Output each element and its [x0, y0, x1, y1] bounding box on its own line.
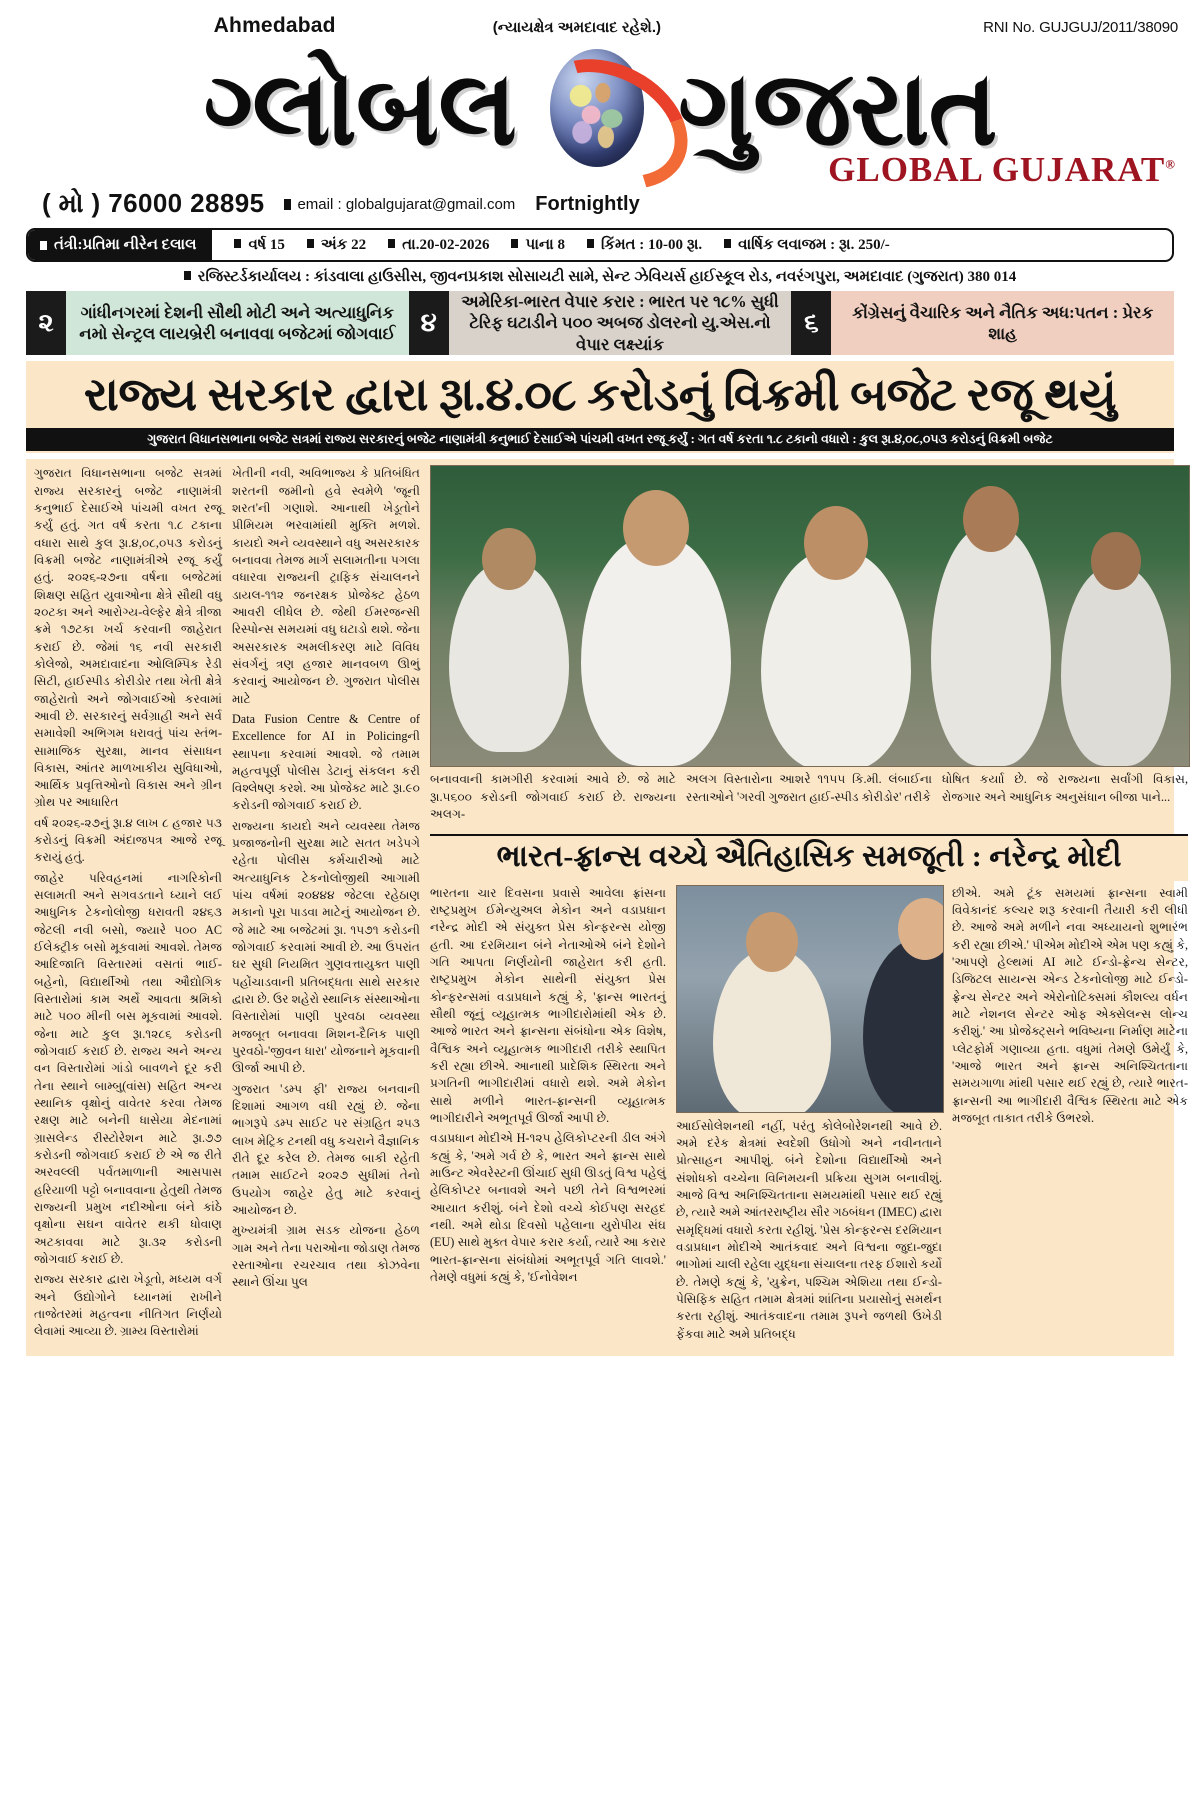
- editor-text: તંત્રી:પ્રતિમા નીરેન દલાલ: [54, 237, 197, 253]
- registered-office-line: [0, 262, 1200, 291]
- masthead-word-left: ગ્લોબલ: [203, 51, 517, 167]
- lead-headline-block: [26, 361, 1174, 453]
- issue-details: [212, 230, 1172, 260]
- teaser-page-number: ૪: [409, 291, 449, 355]
- paragraph: અલગ વિસ્તારોના આશરે ૧૧૫૫ કિ.મી. લંબાઈના રસ્તાઓને 'ગરવી ગુજરાત હાઈ-સ્પીડ કોરીડોર' તરીકે: [686, 772, 932, 804]
- teaser-item-2[interactable]: [409, 291, 792, 355]
- paragraph: મુખ્યમંત્રી ગ્રામ સડક યોજના હેઠળ ગામ અને તેના પરાઓના જોડાણ તેમજ રસ્તાઓના રચરચાવ તથા કોઝવેના સ્થાને ઊંચા પુલ: [232, 1223, 420, 1290]
- paragraph: ખેતીની નવી, અવિભાજ્ય કે પ્રતિબંધિત શરતની જમીનો હવે સ્વમેળે 'જૂની શરત'ની ગણાશે. આનાથી ખેડૂતોને પ્રીમિયમ ભરવામાંથી મુક્તિ મળશે. કાયદો અને વ્યવસ્થાને વધુ અસરકારક બનાવવા તેમજ માર્ગ સલામતીના પગલા વધારવા રાજ્યની ટ્રાફિક સંચાલનને ડાયલ-૧૧૨ જનરક્ષક પ્રોજેક્ટ હેઠળ આવરી લીધેલ છે. જેથી ઈમરજન્સી રિસ્પોન્સ સમયમાં વધુ ઘટાડો થશે. જેના અસરકારક અમલીકરણ માટે વિવિધ સંવર્ગનું ત્રણ હજાર માનવબળ ઊભું કરવાનું આયોજન છે. ગુજરાત પોલીસ માટે: [232, 466, 420, 706]
- bullet-icon: [724, 239, 731, 248]
- paragraph: Data Fusion Centre & Centre of Excellence for AI in Policingની સ્થાપના કરવામાં આવશે. જે તમામ મહત્વપૂર્ણ પોલીસ ડેટાનું સંકલન કરી વિશ્લેષણ કરશે. આ પ્રોજેક્ટ માટે રૂા.૯૦ કરોડની જોગવાઈ કરાઈ છે.: [232, 711, 420, 813]
- top-column-group: [34, 465, 1188, 1346]
- paragraph: રાજ્ય સરકાર દ્વારા ખેડૂતો, મધ્યમ વર્ગ અને ઉદ્યોગોને ધ્યાનમાં રાખીને તાજેતરમાં મહત્વના નીતિગત નિર્ણયો લેવામાં આવ્યા છે. ગ્રામ્ય વિસ્તારોમાં: [34, 1272, 222, 1339]
- lead-deck: ગુજરાત વિધાનસભાના બજેટ સત્રમાં રાજ્ય સરકારનું બજેટ નાણામંત્રી કનુભાઈ દેસાઈએ પાંચમી વખત રજૂ કર્યું : ગત વર્ષ કરતા ૧.૮ ટકાનો વધારો : કુલ રૂા.૪,૦૮,૦૫૩ કરોડનું વિક્રમી બજેટ: [26, 428, 1174, 452]
- lead-column-4: [686, 771, 932, 826]
- figure-head: [623, 490, 689, 566]
- issue-year: વર્ષ 15: [248, 237, 285, 253]
- second-story-columns: [430, 885, 1188, 1346]
- figure: [931, 526, 1051, 766]
- teaser-headline: અમેરિકા-ભારત વેપાર કરાર : ભારત પર ૧૮% સુધી ટેરિફ ઘટાડીને ૫૦૦ અબજ ડોલરનો યુ.એસ.નો વેપાર લક્ષ્યાંક: [449, 291, 792, 355]
- issue-date: તા.20-02-2026: [402, 237, 490, 253]
- figure: [863, 938, 944, 1113]
- globe-swoosh-icon: [522, 39, 672, 179]
- assembly-photo: [430, 465, 1190, 767]
- masthead-english-title: [828, 150, 1176, 190]
- trademark-symbol: ®: [1165, 156, 1176, 172]
- lead-column-2: [232, 465, 420, 1346]
- paragraph: વડાપ્રધાન મોદીએ H-૧૨૫ હેલિકોપ્ટરની ડીલ અંગે કહ્યું કે, 'અમે ગર્વ છે કે, ભારત અને ફ્રાન્સ સાથે માઉન્ટ એવરેસ્ટની ઊંચાઈ સુધી ઊડતું વિશ્વ પહેલું હેલિકોપ્ટર બનાવશે અને પછી તેને વિશ્વભરમાં આયાત કરીશું. બંને દેશો વચ્ચે કોઈપણ સરહદ નથી. અમે થોડા દિવસો પહેલાના યુરોપીય સંઘ (EU) સાથે મુક્ત વેપાર કરાર કર્યા, ત્યારે આ કરાર ભારત-ફ્રાન્સના સંબંધોમાં અભૂતપૂર્વ ગતિ લાવશે.' તેમણે વધુમાં કહ્યું કે, 'ઈનોવેશન: [430, 1131, 666, 1284]
- email-text: email : globalgujarat@gmail.com: [297, 195, 516, 213]
- figure-head: [804, 506, 868, 580]
- cover-price: કિંમત : 10-00 રૂા.: [600, 237, 703, 253]
- bullet-icon: [184, 271, 191, 280]
- figure-head: [963, 486, 1019, 552]
- teaser-item-3[interactable]: [791, 291, 1174, 355]
- teaser-item-1[interactable]: [26, 291, 409, 355]
- issue-detail-item: [724, 236, 890, 254]
- second-story-photo-and-text: [676, 885, 942, 1346]
- teaser-headline: કોંગ્રેસનું વૈચારિક અને નૈતિક અધ:પતન : પ્રેરક શાહ: [831, 291, 1174, 355]
- figure-head: [482, 528, 536, 590]
- paragraph: આઈસોલેશનથી નહીં, પરંતુ કોલેબોરેશનથી આવે છે. અમે દરેક ક્ષેત્રમાં સ્વદેશી ઉધોગો અને નવીનતાને પ્રોત્સાહન આપીશું. બંને દેશોના વિદ્યાર્થીઓ અને સંશોધકો વચ્ચેના વિનિમયની પ્રક્રિયા સુગમ બનાવીશું. આજે વિશ્વ અનિશ્ચિતતાના સમયમાંથી પસાર થઈ રહ્યું છે, ત્યારે અમે આંતરરાષ્ટ્રીય સૌર ગઠબંધન (IMEC) દ્વારા સમૃદ્ધિમાં વધારો કરતા રહીશું. 'પ્રેસ કોન્ફરન્સ દરમિયાન વડાપ્રધાન મોદીએ આતંકવાદ અને વિશ્વના જુદા-જુદા ભાગોમાં ચાલી રહેલા યુદ્ધના સંચાલના તરફ ઈશારો કર્યો છે. તેમણે કહ્યું કે, 'યુક્રેન, પશ્ચિમ એશિયા તથા ઈન્ડો-પેસિફિક સહિત તમામ ક્ષેત્રમાં શાંતિના પ્રયાસોનું સમર્થન કરતા રહીશું. આતંકવાદના તમામ રૂપને જળથી ઉખેડી ફેંકવા માટે અમે પ્રતિબદ્ધ: [676, 1118, 942, 1341]
- annual-subscription: વાર્ષિક લવાજમ : રૂા. 250/-: [738, 237, 890, 253]
- figure: [1061, 566, 1171, 766]
- teaser-bar: [26, 291, 1174, 355]
- figure: [581, 536, 731, 766]
- lead-column-3: [430, 771, 676, 826]
- lead-column-5: [942, 771, 1188, 826]
- issue-detail-item: [234, 236, 284, 254]
- lead-lower-columns: [430, 771, 1188, 826]
- jurisdiction-label: (ન્યાયક્ષેત્ર અમદાવાદ રહેશે.): [492, 19, 661, 36]
- paragraph: રાજ્યના કાયદો અને વ્યવસ્થા તેમજ પ્રજાજનોની સુરક્ષા માટે સતત ખડેપગે રહેતા પોલીસ કર્મચારીઓ માટે અત્યાધુનિક ટેકનોલોજીથી આગામી પાંચ વર્ષમાં ૨૦૪૪૪ જેટલા રહેઠાણ મકાનો પૂરા પાડવા માટેનું આયોજન છે. જે માટે આ બજેટમાં રૂા. ૧૫૭૧ કરોડની જોગવાઈ કરવામાં આવી છે. આ ઉપરાંત ઘર સુધી નિયમિત ગુણવત્તાયુક્ત પાણી પહોંચાડવાની પ્રતિબદ્ધતા સાથે સરકાર દ્વારા છે. ઉર શહેરો સ્થાનિક સંસ્થાઓના વિસ્તારોમાં પાણી પુરવઠા વ્યવસ્થા મજબૂત બનાવવા મિશન-દૈનિક પાણી પુરવઠો-'જીવન ધારા' યોજનાને મૂકવાની ઊર્જા આપી છે.: [232, 818, 420, 1076]
- teaser-page-number: ૬: [791, 291, 831, 355]
- bullet-icon: [307, 239, 314, 248]
- masthead-english-text: GLOBAL GUJARAT: [828, 150, 1166, 189]
- masthead: [0, 34, 1200, 189]
- teaser-headline: ગાંધીનગરમાં દેશની સૌથી મોટી અને અત્યાધુનિક નમો સેન્ટ્રલ લાયબ્રેરી બનાવવા બજેટમાં જોગવાઈ: [66, 291, 409, 355]
- figure: [761, 550, 911, 767]
- issue-detail-item: [511, 236, 565, 254]
- figure: [449, 562, 569, 752]
- bullet-icon: [40, 241, 47, 250]
- right-block: [430, 465, 1188, 1346]
- issue-detail-item: [307, 236, 366, 254]
- figure: [713, 950, 831, 1113]
- bullet-icon: [511, 239, 518, 248]
- bullet-icon: [388, 239, 395, 248]
- second-story-headline: ભારત-ફ્રાન્સ વચ્ચે ઐતિહાસિક સમજૂતી : નરેન્દ્ર મોદી: [430, 834, 1188, 881]
- publication-frequency: Fortnightly: [535, 192, 640, 215]
- paragraph: ભારતના ચાર દિવસના પ્રવાસે આવેલા ફ્રાંસના રાષ્ટ્રપ્રમુખ ઈમેન્યુઅલ મેકોન અને વડાપ્રધાન નરેન્દ્ર મોદી એ સંયુક્ત પ્રેસ કોન્ફરન્સ યોજી હતી. આ દરમિયાન બંને નેતાઓએ બંને દેશોને ગતિ આપતા નિર્ણયોની જાહેરાત કરી હતી. રાષ્ટ્રપ્રમુખ મેકોન સાથેની સંયુક્ત પ્રેસ કોન્ફરન્સમાં વડાપ્રધાને કહ્યું કે, 'ફ્રાન્સ ભારતનું સૌથી જૂનું વ્યૂહાત્મક ભાગીદારોમાંથી એક છે. આજે ભારત અને ફ્રાન્સના સંબંધોના એક વિશેષ, વૈશ્વિક અને વ્યૂહાત્મક ભાગીદારી તરીકે સ્થાપિત કરી રહ્યા છીએ. આનાથી પ્રાદેશિક સ્થિરતા અને પ્રગતિની ભાગીદારીમાં વધારો થશે. અમે મેકોન સાથે મળીને ભારત-ફ્રાન્સની વ્યૂહાત્મક ભાગીદારીને અભૂતપૂર્વ ઊર્જા આપી છે.: [430, 885, 666, 1125]
- masthead-word-right: ગુજરાત: [678, 51, 997, 167]
- issue-number: અંક 22: [320, 237, 367, 253]
- paragraph: બનાવવાની કામગીરી કરવામાં આવે છે. જે માટે રૂા.૫૬૦૦ કરોડની જોગવાઈ કરાઈ છે. રાજ્યના અલગ-: [430, 772, 676, 821]
- bullet-icon: [587, 239, 594, 248]
- registered-office-text: રજિસ્ટર્ડકાર્યાલય : કાંડવાલા હાઉસીસ, જીવનપ્રકાશ સોસાયટી સામે, સેન્ટ ઝેવિયર્સ હાઈસ્કૂલ રોડ, નવરંગપુરા, અમદાવાદ (ગુજરાત) 380 014: [197, 269, 1017, 285]
- teaser-page-number: ૨: [26, 291, 66, 355]
- figure-head: [746, 912, 798, 972]
- phone-number: ( મો ) 76000 28895: [42, 188, 265, 218]
- lead-headline: રાજ્ય સરકાર દ્વારા રૂા.૪.૦૮ કરોડનું વિક્રમી બજેટ રજૂ થયું: [83, 369, 1117, 420]
- modi-macron-photo: [676, 885, 944, 1113]
- figure-head: [898, 898, 944, 960]
- bullet-icon: [234, 239, 241, 248]
- rni-number: RNI No. GUJGUJ/2011/38090: [983, 19, 1178, 36]
- issue-detail-item: [587, 236, 702, 254]
- paragraph: છીએ. અમે ટૂંક સમયમાં ફ્રાન્સના સ્વામી વિવેકાનંદ કલ્ચર શરૂ કરવાની તૈયારી કરી લીધી છે. આજે અમે મળીને નવા અધ્યાયનો શુભારંભ કરી રહ્યા છીએ.' પીએમ મોદીએ એમ પણ કહ્યું કે, 'આપણે હેલ્થમાં AI માટે ઈન્ડો-ફ્રેન્ચ સેન્ટર, ડિજિટલ સાયન્સ એન્ડ ટેકનોલોજી માટે ઈન્ડો-ફ્રેન્ચ સેન્ટર અને એરોનોટિક્સમાં કૌશલ્ય વર્ધન માટે નેશનલ સેન્ટર ઓફ એક્સેલન્સ લોન્ચ કરીશું.' આ પ્રોજેક્ટ્સને ભવિષ્યના નિર્માણ માટેના પ્લેટફોર્મ ગણાવ્યા હતા. વધુમાં તેમણે ઉમેર્યું કે, 'આજે ભારત અને ફ્રાન્સ અનિશ્ચિતતાના સમયગાળા માંથી પસાર થઈ રહ્યું છે, ત્યારે ભારત-ફ્રાન્સની આ ભાગીદારી વૈશ્વિક સ્થિરતા માટે એક મજબૂત તાકાત તરીકે ઉભરશે.: [952, 885, 1188, 1125]
- paragraph: વર્ષ ૨૦૨૬-૨૭નું રૂા.૪ લાખ ૮ હજાર ૫૩ કરોડનું વિક્રમી અંદાજપત્ર આજે રજૂ કરાયું હતું.: [34, 815, 222, 865]
- paragraph: ધોષિત કર્યાા છે. જે રાજ્યના સર્વાંગી વિકાસ, રોજગાર અને આધુનિક અનુસંધાન બીજા પાને...: [942, 772, 1188, 804]
- bullet-square-icon: [284, 199, 291, 210]
- lead-column-1: [34, 465, 222, 1346]
- editor-name: [28, 230, 212, 260]
- article-body: [26, 459, 1188, 1356]
- paragraph: ગુજરાત 'ડમ્પ ફી' રાજ્ય બનવાની દિશામાં આગળ વધી રહ્યું છે. જેના ભાગરૂપે ડમ્પ સાઈટ પર સંગ્રહિત ૨૫૩ લાખ મેટ્રિક ટનથી વધુ કચરાને વૈજ્ઞાનિક રીતે દૂર કરેલ છે. તેમજ બાકી રહેતી તમામ સાઈટને ૨૦૨૭ સુધીમાં તેનો ઉપયોગ જાહેર હેતુ માટે કરવાનું આયોજન છે.: [232, 1081, 420, 1218]
- page-count: પાના 8: [525, 237, 565, 253]
- paragraph: જાહેર પરિવહનમાં નાગરિકોની સલામતી અને સગવડતાને ધ્યાને લઈ આધુનિક ટેકનોલોજી ધરાવતી ૨૪૬૩ જેટલી નવી બસો, જ્યારે ૫૦૦ AC ઈલેક્ટ્રીક બસો મૂકવામાં આવશે. તેમજ આદિજાતિ વિસ્તારમાં વસતાં ભાઈ-બહેનો, વિદ્યાર્થીઓ તથા ઔદ્યોગિક વિસ્તારોમાં કામ અર્થે આવતા શ્રમિકો માટે ૫૦૦ મીની બસ મૂકવામાં આવશે. જેના માટે કુલ રૂા.૧૨૮૬ કરોડની જોગવાઈ કરાઈ છે. રાજ્ય અને અન્ય વન વિસ્તારોમાં ગાંડો બાવળને દૂર કરી તેના સ્થાને બામ્બુ(વાંસ) સહિત અન્ય સ્થાનિક વૃક્ષોનું વાવેતર કરવા તેમજ રક્ષણ માટે બનેની ધાસેયા મેદનામાં ગ્રાસલેન્ડ રીસ્ટોરેશન માટે રૂા.૭૭ કરોડની જોગવાઈ કરાઈ છે એ જ રીતે અરવલ્લી પર્વતમાળાની આસપાસ હરિયાળી પટ્ટો બનાવવાના હેતુથી તેમજ રાજ્યની પ્રમુખ નદીઓના બંને કાંઠે વૃક્ષોના સઘન વાવેતર થકી ધોવાણ અટકાવવા માટે રૂા.૩૨ કરોડની જોગવાઈ કરાઈ છે.: [34, 870, 222, 1267]
- email-address[interactable]: [284, 196, 515, 213]
- city-label: Ahmedabad: [213, 14, 336, 37]
- issue-detail-item: [388, 236, 489, 254]
- second-story-column-1: [430, 885, 666, 1346]
- top-strip: [0, 0, 1200, 38]
- issue-info-bar: [26, 228, 1174, 262]
- figure-head: [1091, 532, 1141, 590]
- paragraph: ગુજરાત વિધાનસભાના બજેટ સત્રમાં રાજ્ય સરકારનું બજેટ નાણામંત્રી કનુભાઈ દેસાઈએ પાંચમી વખત રજૂ કર્યું હતું. ગત વર્ષ કરતા ૧.૮ ટકાના વધારા સાથે કુલ રૂા.૪,૦૮,૦૫૩ કરોડનું વિક્રમી બજેટ નાણામંત્રીએ રજૂ કર્યું હતું. ૨૦૨૬-૨૭ના વર્ષના બજેટમાં શિક્ષણ સહિત યુવાઓના ક્ષેત્રે સૌથી વધુ ૨૦ટકા અને આરોગ્ય-વેલ્ફેર ક્ષેત્રે ત્રીજા ક્રમે ૧૭ટકા ખર્ચ કરવાની જાહેરાત કરાઈ છે. જેમાં ૧૬ નવી સરકારી કોલેજો, અમદાવાદના ઓલિમ્પિક રેડી સિટી, હાઈસ્પીડ કોરીડોર તથા ખેતી ક્ષેત્રે જાહેરાતો અને જોગવાઈઓ કરવામાં આવી છે. સરકારનું સર્વગ્રાહી અને સર્વ સમાવેશી અભિગમ ધરાવતું પાંચ સ્તંભ-સામાજિક સુરક્ષા, માનવ સંસાધન વિકાસ, આંતર માળખાકીય સુવિધાઓ, આર્થિક પ્રવૃત્તિઓનો વિકાસ અને ગ્રીન ગ્રોથ પર આધારિત: [34, 466, 222, 810]
- second-story-column-3: [952, 885, 1188, 1346]
